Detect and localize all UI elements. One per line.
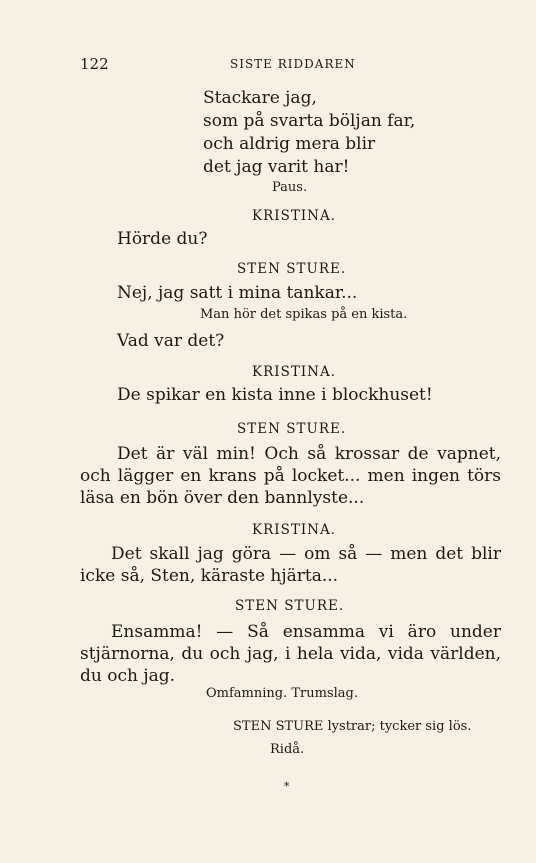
dialogue-line: De spikar en kista inne i blockhuset! bbox=[117, 385, 433, 405]
stage-direction: Omfamning. Trumslag. bbox=[206, 686, 358, 701]
dialogue-paragraph: Ensamma! — Så ensamma vi äro under stjärnorna, du och jag, i hela vida, vida världen, du och jag. bbox=[80, 622, 501, 686]
verse-line: det jag varit har! bbox=[203, 157, 350, 177]
verse-line: som på svarta böljan far, bbox=[203, 111, 416, 131]
dialogue-paragraph: Det är väl min! Och så krossar de vapnet, och lägger en krans på locket... men ingen törs läsa en bön över den bannlyste... bbox=[80, 444, 501, 508]
dialogue-paragraph: Det skall jag göra — om så — men det blir icke så, Sten, käraste hjärta... bbox=[80, 544, 501, 586]
speaker-name: KRISTINA. bbox=[252, 364, 337, 380]
dialogue-line: Hörde du? bbox=[117, 229, 208, 249]
verse-line: Stackare jag, bbox=[203, 88, 317, 108]
end-asterisk: * bbox=[284, 780, 290, 793]
stage-direction: Ridå. bbox=[270, 742, 305, 757]
running-title: SISTE RIDDAREN bbox=[230, 57, 356, 71]
speaker-name: KRISTINA. bbox=[252, 208, 337, 224]
page-header bbox=[80, 55, 456, 75]
verse-line: och aldrig mera blir bbox=[203, 134, 376, 154]
dialogue-line: Nej, jag satt i mina tankar... bbox=[117, 283, 358, 303]
page-number: 122 bbox=[80, 55, 109, 73]
speaker-name: STEN STURE. bbox=[235, 598, 345, 614]
stage-direction: Man hör det spikas på en kista. bbox=[200, 307, 408, 322]
dialogue-line: Vad var det? bbox=[117, 331, 225, 351]
speaker-name: STEN STURE. bbox=[237, 261, 347, 277]
stage-direction: Paus. bbox=[272, 180, 308, 195]
speaker-name: STEN STURE. bbox=[237, 421, 347, 437]
speaker-name: KRISTINA. bbox=[252, 522, 337, 538]
stage-direction: STEN STURE lystrar; tycker sig lös. bbox=[233, 719, 472, 734]
